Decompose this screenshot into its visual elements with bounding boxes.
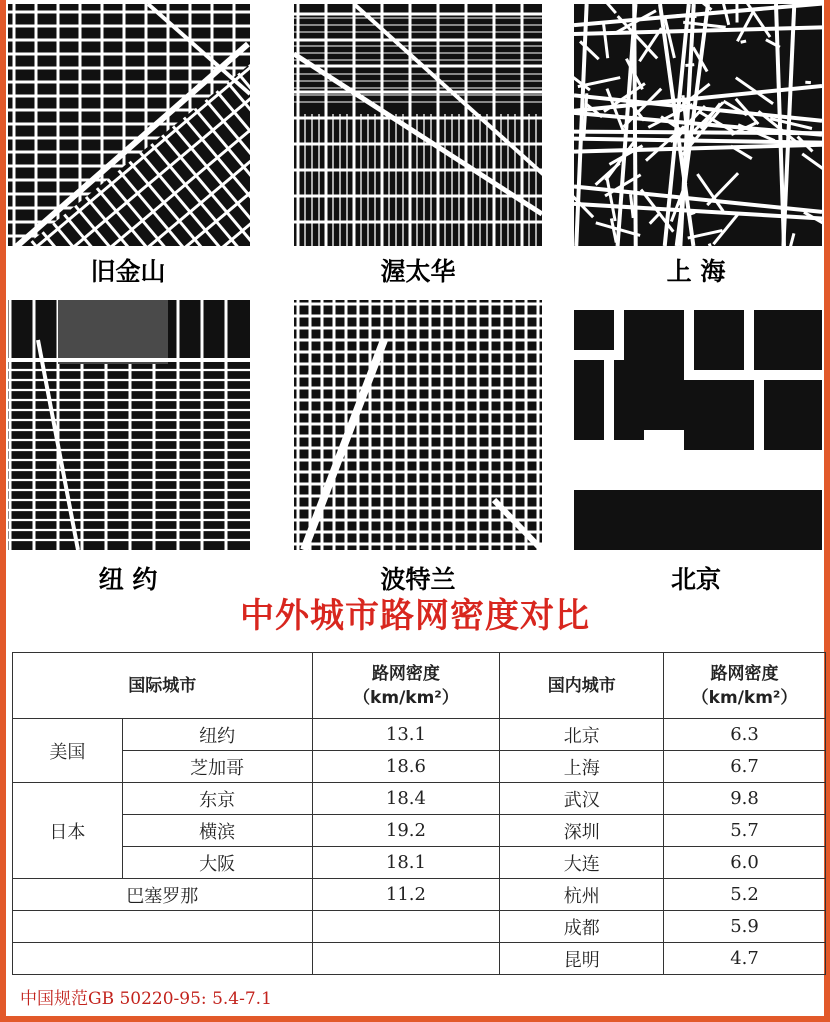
table-row bbox=[13, 879, 826, 911]
header-intl-density bbox=[312, 653, 500, 719]
intl-density-cell bbox=[312, 911, 500, 943]
intl-city-cell: 纽约 bbox=[122, 719, 312, 751]
intl-density-cell: 19.2 bbox=[312, 815, 500, 847]
map-tile-shanghai bbox=[574, 4, 822, 246]
table-row bbox=[13, 751, 826, 783]
domestic-city-cell: 北京 bbox=[500, 719, 664, 751]
domestic-density-cell: 5.9 bbox=[664, 911, 826, 943]
road-density-table bbox=[12, 652, 826, 975]
infographic-card bbox=[6, 0, 824, 1016]
intl-city-cell: 巴塞罗那 bbox=[13, 879, 313, 911]
map-tile-portland bbox=[294, 300, 542, 550]
map-tile-ottawa bbox=[294, 4, 542, 246]
city-label-portland: 波特兰 bbox=[380, 565, 456, 594]
standard-note: 中国规范GB 50220-95: 5.4-7.1 bbox=[20, 989, 272, 1009]
domestic-density-cell: 6.3 bbox=[664, 719, 826, 751]
header-density-label: 路网密度 bbox=[371, 663, 440, 684]
domestic-density-cell: 5.2 bbox=[664, 879, 826, 911]
header-density-label: 路网密度 bbox=[710, 663, 779, 684]
map-tile-beijing bbox=[574, 300, 822, 550]
intl-density-cell: 13.1 bbox=[312, 719, 500, 751]
comparison-title: 中外城市路网密度对比 bbox=[240, 596, 590, 636]
city-label-san-francisco: 旧金山 bbox=[90, 257, 166, 286]
country-cell: 日本 bbox=[13, 783, 123, 879]
table-row bbox=[13, 943, 826, 975]
city-label-new-york: 纽 约 bbox=[98, 565, 158, 594]
table-row bbox=[13, 847, 826, 879]
header-density-unit: （km/km²） bbox=[691, 687, 798, 708]
table-row bbox=[13, 911, 826, 943]
intl-city-cell: 大阪 bbox=[122, 847, 312, 879]
domestic-density-cell: 4.7 bbox=[664, 943, 826, 975]
map-tile-san-francisco bbox=[8, 4, 250, 246]
header-density-unit: （km/km²） bbox=[353, 687, 459, 708]
table-header-row bbox=[13, 653, 826, 719]
intl-density-cell bbox=[312, 943, 500, 975]
table-row bbox=[13, 815, 826, 847]
domestic-city-cell: 大连 bbox=[500, 847, 664, 879]
table-row bbox=[13, 719, 826, 751]
domestic-city-cell: 武汉 bbox=[500, 783, 664, 815]
domestic-density-cell: 6.7 bbox=[664, 751, 826, 783]
intl-city-cell bbox=[13, 911, 313, 943]
domestic-city-cell: 上海 bbox=[500, 751, 664, 783]
map-tile-new-york bbox=[8, 300, 250, 550]
header-domestic-density bbox=[664, 653, 826, 719]
header-domestic-city: 国内城市 bbox=[500, 653, 664, 719]
table-row bbox=[13, 783, 826, 815]
intl-city-cell: 东京 bbox=[122, 783, 312, 815]
domestic-density-cell: 9.8 bbox=[664, 783, 826, 815]
domestic-density-cell: 6.0 bbox=[664, 847, 826, 879]
intl-density-cell: 18.4 bbox=[312, 783, 500, 815]
intl-density-cell: 18.1 bbox=[312, 847, 500, 879]
header-intl-city: 国际城市 bbox=[13, 653, 313, 719]
domestic-city-cell: 深圳 bbox=[500, 815, 664, 847]
city-label-shanghai: 上 海 bbox=[666, 257, 726, 286]
domestic-city-cell: 成都 bbox=[500, 911, 664, 943]
domestic-density-cell: 5.7 bbox=[664, 815, 826, 847]
intl-density-cell: 11.2 bbox=[312, 879, 500, 911]
domestic-city-cell: 杭州 bbox=[500, 879, 664, 911]
intl-city-cell: 横滨 bbox=[122, 815, 312, 847]
intl-city-cell bbox=[13, 943, 313, 975]
city-label-ottawa: 渥太华 bbox=[380, 257, 456, 286]
city-label-beijing: 北京 bbox=[670, 565, 721, 594]
intl-city-cell: 芝加哥 bbox=[122, 751, 312, 783]
country-cell: 美国 bbox=[13, 719, 123, 783]
domestic-city-cell: 昆明 bbox=[500, 943, 664, 975]
intl-density-cell: 18.6 bbox=[312, 751, 500, 783]
